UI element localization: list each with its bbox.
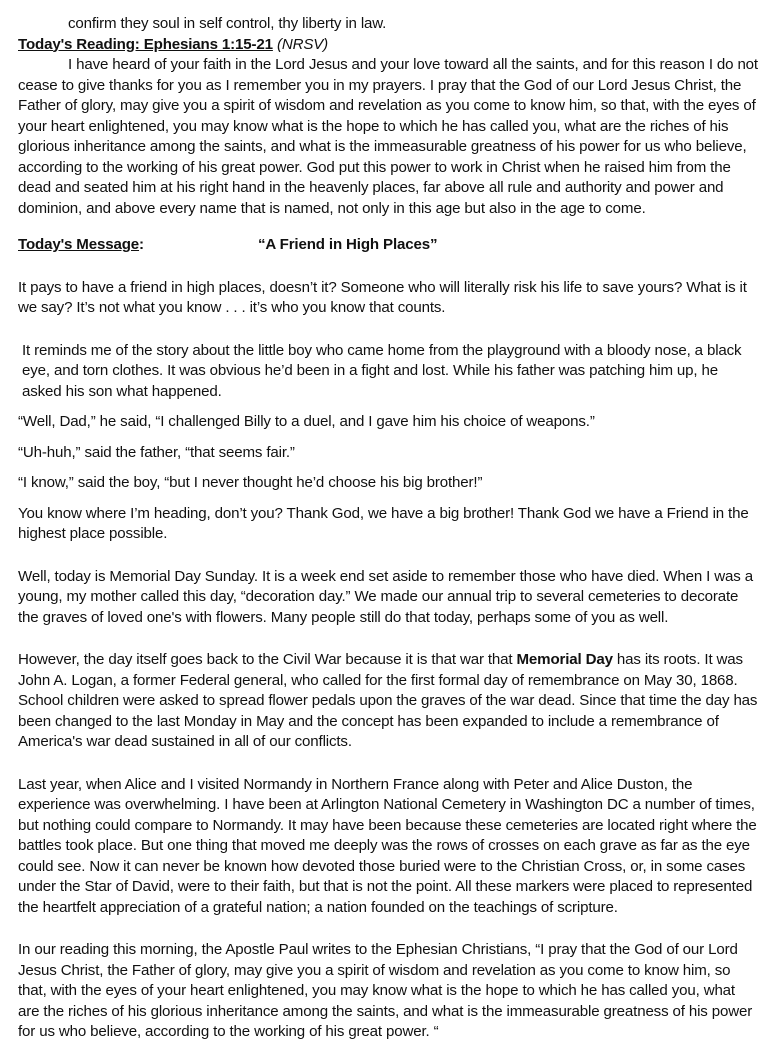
top-line: confirm they soul in self control, thy liberty in law.	[68, 15, 387, 32]
message-colon: :	[139, 236, 144, 253]
paragraph-2: It reminds me of the story about the little boy who came home from the playground with a bloody nose, a black eye, and torn clothes. It was obvious he’d been in a fight and lost. While his father was patching him up, he asked his son what happened.	[22, 341, 742, 400]
paragraph-9: Last year, when Alice and I visited Normandy in Northern France along with Peter and Alice Duston, the experience was overwhelming. I have been at Arlington National Cemetery in Washington DC a number of times, but nothing could compare to Normandy. It may have been because these cemeteries are located right where the battles took place. But one thing that moved me deeply was the rows of crosses on each grave as far as the eye could see. Now it can never be known how devoted those buried were to the Christian Cross, or, in some cases under the Star of David, were to their faith, but that is not the point. All these markers were placed to represented the heartfelt appreciation of a grateful nation; a nation founded on the teachings of scripture.	[18, 775, 757, 916]
memorial-day-bold: Memorial Day	[516, 651, 613, 668]
paragraph-1: It pays to have a friend in high places, doesn’t it? Someone who will literally risk his life to save yours? What is it we say? It’s not what you know . . . it’s who you know that counts.	[18, 278, 747, 316]
paragraph-10: In our reading this morning, the Apostle Paul writes to the Ephesian Christians, “I pray that the God of our Lord Jesus Christ, the Father of glory, may give you a spirit of wisdom and revelation as you come to know him, so that, with the eyes of your heart enlightened, you may know what is the hope to which he has called you, what are the riches of his glorious inheritance among the saints, and what is the immeasurable greatness of his power for us who believe, according to the working of his great power. “	[18, 941, 753, 1040]
paragraph-7: Well, today is Memorial Day Sunday. It is a week end set aside to remember those who have died. When I was a young, my mother called this day, “decoration day.” We made our annual trip to several cemeteries to decorate the graves of loved one's with flowers. Many people still do that today, perhaps some of you as well.	[18, 567, 753, 626]
paragraph-8: However, the day itself goes back to the Civil War because it is that war that Memorial Day has its roots. It was John A. Logan, a former Federal general, who called for the first formal day of remembrance on May 30, 1868. School children were asked to spread flower pedals upon the graves of the war dead. Since that time the day has been changed to the last Monday in May and the concept has been expanded to include a remembrance of America's war dead sustained in all of our conflicts.	[18, 651, 758, 750]
message-heading	[18, 235, 758, 256]
message-label: Today's Message	[18, 236, 140, 253]
reading-label: Today's Reading: Ephesians 1:15-21	[18, 35, 273, 53]
paragraph-6: You know where I’m heading, don’t you? Thank God, we have a big brother! Thank God we have a Friend in the highest place possible.	[18, 504, 749, 542]
paragraph-4: “Uh-huh,” said the father, “that seems fair.”	[18, 443, 295, 461]
reading-version: (NRSV)	[276, 35, 329, 53]
paragraph-3: “Well, Dad,” he said, “I challenged Billy to a duel, and I gave him his choice of weapons.”	[18, 413, 595, 430]
paragraph-5: “I know,” said the boy, “but I never thought he’d choose his big brother!”	[18, 474, 483, 491]
reading-heading	[18, 35, 758, 56]
reading-text: I have heard of your faith in the Lord Jesus and your love toward all the saints, and for this reason I do not cease to give thanks for you as I remember you in my prayers. I pray that the God of our Lord Jesus Christ, the Father of glory, may give you a spirit of wisdom and revelation as you come to know him, so that, with the eyes of your heart enlightened, you may know what is the hope to which he has called you, what are the riches of his glorious inheritance among the saints, and what is the immeasurable greatness of his power for us who believe, according to the working of his great power. God put this power to work in Christ when he raised him from the dead and seated him at his right hand in the heavenly places, far above all rule and authority and power and dominion, and above every name that is named, not only in this age but also in the age to come.	[18, 56, 758, 217]
message-title: “A Friend in High Places”	[258, 236, 438, 253]
